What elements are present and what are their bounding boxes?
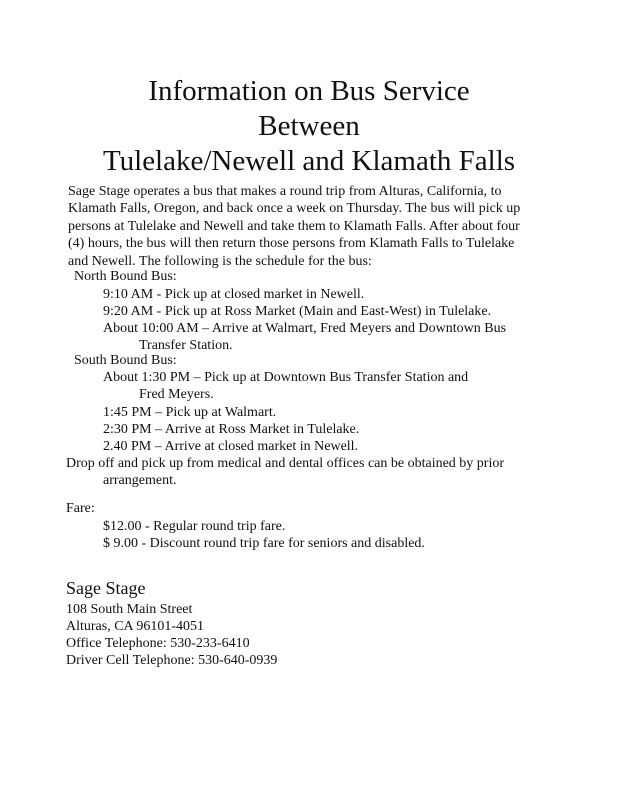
- north-bound-heading: North Bound Bus:: [74, 269, 177, 284]
- dropoff-note-continued: arrangement.: [103, 473, 177, 488]
- dropoff-note: Drop off and pick up from medical and dental offices can be obtained by prior: [66, 456, 505, 471]
- north-schedule-item: 9:20 AM - Pick up at Ross Market (Main and East-West) in Tulelake.: [103, 304, 492, 319]
- south-schedule-item-continued: Fred Meyers.: [139, 387, 214, 402]
- south-schedule-item: 1:45 PM – Pick up at Walmart.: [103, 405, 277, 420]
- south-schedule-item: About 1:30 PM – Pick up at Downtown Bus Transfer Station and: [103, 370, 469, 385]
- south-schedule-item: 2.40 PM – Arrive at closed market in Newell.: [103, 439, 359, 454]
- intro-line: Klamath Falls, Oregon, and back once a week on Thursday. The bus will pick up: [68, 201, 521, 217]
- intro-line: (4) hours, the bus will then return those persons from Klamath Falls to Tulelake: [68, 236, 515, 252]
- address-city: Alturas, CA 96101-4051: [66, 619, 205, 634]
- title-line-1: Information on Bus Service: [148, 75, 470, 107]
- title-line-2: Between: [258, 110, 360, 142]
- fare-item: $ 9.00 - Discount round trip fare for seniors and disabled.: [103, 536, 425, 551]
- north-schedule-item-continued: Transfer Station.: [139, 338, 233, 353]
- intro-line: Sage Stage operates a bus that makes a round trip from Alturas, California, to: [68, 184, 502, 199]
- intro-paragraph: [68, 183, 588, 270]
- company-name: Sage Stage: [66, 578, 146, 598]
- south-bound-heading: South Bound Bus:: [74, 353, 177, 368]
- fare-heading: Fare:: [66, 501, 95, 516]
- driver-cell-telephone: Driver Cell Telephone: 530-640-0939: [66, 653, 278, 668]
- north-schedule-item: About 10:00 AM – Arrive at Walmart, Fred Meyers and Downtown Bus: [103, 321, 507, 336]
- intro-line: persons at Tulelake and Newell and take them to Klamath Falls. After about four: [68, 218, 520, 234]
- address-street: 108 South Main Street: [66, 602, 193, 617]
- intro-line: and Newell. The following is the schedule for the bus:: [68, 253, 372, 269]
- office-telephone: Office Telephone: 530-233-6410: [66, 636, 250, 651]
- south-schedule-item: 2:30 PM – Arrive at Ross Market in Tulelake.: [103, 422, 360, 437]
- title-line-3: Tulelake/Newell and Klamath Falls: [102, 145, 516, 177]
- fare-item: $12.00 - Regular round trip fare.: [103, 519, 286, 534]
- north-schedule-item: 9:10 AM - Pick up at closed market in Newell.: [103, 287, 365, 302]
